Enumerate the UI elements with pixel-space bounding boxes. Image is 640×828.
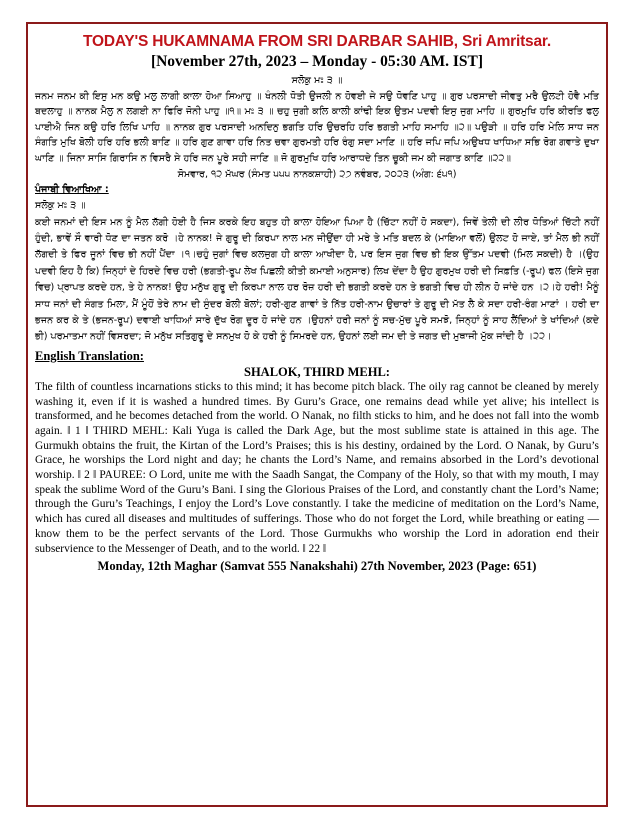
punjabi-translation-text: ਕਈ ਜਨਮਾਂ ਦੀ ਇਸ ਮਨ ਨੂੰ ਮੈਲ ਲੱਗੀ ਹੋਈ ਹੈ ਜਿਸ ਕਰਕੇ ਇਹ ਬਹੁਤ ਹੀ ਕਾਲਾ ਹੋਇਆ ਪਿਆ ਹੈ (ਚਿੱਟਾ ਨਹੀਂ ਹੋ ਸਕਦਾ), ਜਿਵੇਂ ਤੇਲੀ ਦੀ ਲੀਰ ਧੋਤਿਆਂ ਚਿੱਟੀ ਨਹੀਂ ਹੁੰਦੀ, ਭਾਵੇਂ ਸੌ ਵਾਰੀ ਧੋਣ ਦਾ ਜਤਨ ਕਰੋ ।ਹੇ ਨਾਨਕ! ਜੇ ਗੁਰੂ ਦੀ ਕਿਰਪਾ ਨਾਲ ਮਨ ਜੀਉਂਦਾ ਹੀ ਮਰੇ ਤੇ ਮਤਿ ਬਦਲ ਕੇ (ਮਾਇਆ ਵਲੋਂ) ਉਲਟ ਹੋ ਜਾਏ, ਤਾਂ ਮੈਲ ਭੀ ਨਹੀਂ ਲੱਗਦੀ ਤੇ ਫਿਰ ਜੂਨਾਂ ਵਿਚ ਭੀ ਨਹੀਂ ਪੈਂਦਾ ।੧।ਚਹੁੰ ਜੁਗਾਂ ਵਿਚ ਕਲਜੁਗ ਹੀ ਕਾਲਾ ਆਖੀਦਾ ਹੈ, ਪਰ ਇਸ ਜੁਗ ਵਿਚ ਭੀ ਇਕ ਉੱਤਮ ਪਦਵੀ (ਮਿਲ ਸਕਦੀ) ਹੈ ।(ਉਹ ਪਦਵੀ ਇਹ ਹੈ ਕਿ) ਜਿਨ੍ਹਾਂ ਦੇ ਹਿਰਦੇ ਵਿਚ ਹਰੀ (ਭਗਤੀ-ਰੂਪ ਲੇਖ ਪਿਛਲੀ ਕੀਤੀ ਕਮਾਈ ਅਨੁਸਾਰ) ਲਿਖ ਦੇਂਦਾ ਹੈ ਉਹ ਗੁਰਮੁਖ ਹਰੀ ਦੀ ਸਿਫ਼ਤਿ (-ਰੂਪ) ਫਲ (ਇਸੇ ਜੁਗ ਵਿਚ) ਪ੍ਰਾਪਤ ਕਰਦੇ ਹਨ, ਤੇ ਹੇ ਨਾਨਕ! ਉਹ ਮਨੁੱਖ ਗੁਰੂ ਦੀ ਕਿਰਪਾ ਨਾਲ ਹਰ ਰੋਜ਼ ਹਰੀ ਦੀ ਭਗਤੀ ਕਰਦੇ ਹਨ ਤੇ ਭਗਤੀ ਵਿਚ ਹੀ ਲੀਨ ਹੋ ਜਾਂਦੇ ਹਨ ।੨।ਹੇ ਹਰੀ! ਮੈਨੂੰ ਸਾਧ ਜਨਾਂ ਦੀ ਸੰਗਤ ਮਿਲਾ, ਮੈਂ ਮੂੰਹੋਂ ਤੇਰੇ ਨਾਮ ਦੀ ਸੁੰਦਰ ਬੋਲੀ ਬੋਲਾਂ; ਹਰੀ-ਗੁਣ ਗਾਵਾਂ ਤੇ ਨਿੱਤ ਹਰੀ-ਨਾਮ ਉਚਾਰਾਂ ਤੇ ਗੁਰੂ ਦੀ ਮੱਤ ਲੈ ਕੇ ਸਦਾ ਹਰੀ-ਰੰਗ ਮਾਣਾਂ । ਹਰੀ ਦਾ ਭਜਨ ਕਰ ਕੇ ਤੇ (ਭਜਨ-ਰੂਪ) ਦਵਾਈ ਖਾਧਿਆਂ ਸਾਰੇ ਦੁੱਖ ਰੋਗ ਦੂਰ ਹੋ ਜਾਂਦੇ ਹਨ ।ਉਹਨਾਂ ਹਰੀ ਜਨਾਂ ਨੂੰ ਸਚ-ਮੁੱਚ ਪੂਰੇ ਸਮਝੋ, ਜਿਨ੍ਹਾਂ ਨੂੰ ਸਾਹ ਲੈਂਦਿਆਂ ਤੇ ਖਾਂਦਿਆਂ (ਕਦੇ ਭੀ) ਪਰਮਾਤਮਾ ਨਹੀਂ ਵਿਸਰਦਾ; ਜੋ ਮਨੁੱਖ ਸਤਿਗੁਰੂ ਦੇ ਸਨਮੁਖ ਹੋ ਕੇ ਹਰੀ ਨੂੰ ਸਿਮਰਦੇ ਹਨ, ਉਹਨਾਂ ਲਈ ਜਮ ਦੀ ਤੇ ਜਗਤ ਦੀ ਮੁਥਾਜੀ ਮੁੱਕ ਜਾਂਦੀ ਹੈ ।੨੨। <box>35 216 599 343</box>
punjabi-section-label: ਪੰਜਾਬੀ ਵਿਆਖਿਆ : <box>35 184 109 196</box>
english-heading: SHALOK, THIRD MEHL: <box>244 364 390 379</box>
gurbani-date-line: ਸੋਮਵਾਰ, ੧੨ ਮੱਘਰ (ਸੰਮਤ ੫੫੫ ਨਾਨਕਸ਼ਾਹੀ) ੨੭ ਨਵੰਬਰ, ੨੦੨੩ (ਅੰਗ: ੬੫੧) <box>177 168 457 180</box>
hukamnama-page <box>26 22 608 807</box>
footer-date-line: Monday, 12th Maghar (Samvat 555 Nanakshahi) 27th November, 2023 (Page: 651) <box>97 559 537 574</box>
date-time-line: [November 27th, 2023 – Monday - 05:30 AM. IST] <box>150 53 484 70</box>
punjabi-heading: ਸਲੋਕੁ ਮਃ ੩ ॥ <box>35 200 86 212</box>
page-title: TODAY'S HUKAMNAMA FROM SRI DARBAR SAHIB, Sri Amritsar. <box>83 33 551 50</box>
english-translation-text: The filth of countless incarnations sticks to this mind; it has become pitch black. The oily rag cannot be cleaned by merely washing it, even if it is washed a hundred times. By Guru’s Grace, one remains dead while yet alive; his intellect is transformed, and he becomes detached from the world. O Nanak, no filth sticks to him, and he does not fall into the womb again. ‖ 1 ‖ THIRD MEHL: Kali Yuga is called the Dark Age, but the most sublime state is attained in this age. The Gurmukh obtains the fruit, the Kirtan of the Lord’s Praises; this is his destiny, ordained by the Lord. O Nanak, by Guru’s Grace, he worships the Lord night and day; he chants the Lord’s Name, and remains absorbed in the Lord’s devotional worship. ‖ 2 ‖ PAUREE: O Lord, unite me with the Saadh Sangat, the Company of the Holy, so that with my mouth, I may speak the sublime Word of the Guru’s Bani. I sing the Glorious Praises of the Lord, and constantly chant the Lord’s Name; through the Guru’s Teachings, I enjoy the Lord’s Love constantly. I take the medicine of meditation on the Lord’s Name, which has cured all diseases and multitudes of sufferings. Those who do not forget the Lord, while breathing or eating — know them to be the perfect servants of the Lord. Those Gurmukhs who worship the Lord in adoration end their subservience to the Messenger of Death, and to the world. ‖ 22 ‖ <box>35 380 599 555</box>
gurbani-heading: ਸਲੋਕੁ ਮਃ ੩ ॥ <box>291 75 343 86</box>
english-section-label: English Translation: <box>35 348 144 363</box>
gurbani-text: ਜਨਮ ਜਨਮ ਕੀ ਇਸੁ ਮਨ ਕਉ ਮਲੁ ਲਾਗੀ ਕਾਲਾ ਹੋਆ ਸਿਆਹੁ ॥ ਖੰਨਲੀ ਧੋਤੀ ਉਜਲੀ ਨ ਹੋਵਈ ਜੇ ਸਉ ਧੋਵਣਿ ਪਾਹੁ ॥ ਗੁਰ ਪਰਸਾਦੀ ਜੀਵਤੁ ਮਰੈ ਉਲਟੀ ਹੋਵੈ ਮਤਿ ਬਦਲਾਹੁ ॥ ਨਾਨਕ ਮੈਲੁ ਨ ਲਗਈ ਨਾ ਫਿਰਿ ਜੋਨੀ ਪਾਹੁ ॥੧॥ ਮਃ ੩ ॥ ਚਹੁ ਜੁਗੀ ਕਲਿ ਕਾਲੀ ਕਾਂਢੀ ਇਕ ਉਤਮ ਪਦਵੀ ਇਸੁ ਜੁਗ ਮਾਹਿ ॥ ਗੁਰਮੁਖਿ ਹਰਿ ਕੀਰਤਿ ਫਲੁ ਪਾਈਐ ਜਿਨ ਕਉ ਹਰਿ ਲਿਖਿ ਪਾਹਿ ॥ ਨਾਨਕ ਗੁਰ ਪਰਸਾਦੀ ਅਨਦਿਨੁ ਭਗਤਿ ਹਰਿ ਉਚਰਹਿ ਹਰਿ ਭਗਤੀ ਮਾਹਿ ਸਮਾਹਿ ॥੨॥ ਪਉੜੀ ॥ ਹਰਿ ਹਰਿ ਮੇਲਿ ਸਾਧ ਜਨ ਸੰਗਤਿ ਮੁਖਿ ਬੋਲੀ ਹਰਿ ਹਰਿ ਭਲੀ ਬਾਣਿ ॥ ਹਰਿ ਗੁਣ ਗਾਵਾ ਹਰਿ ਨਿਤ ਚਵਾ ਗੁਰਮਤੀ ਹਰਿ ਰੰਗੁ ਸਦਾ ਮਾਣਿ ॥ ਹਰਿ ਜਪਿ ਜਪਿ ਅਉਖਧ ਖਾਧਿਆ ਸਭਿ ਰੋਗ ਗਵਾਤੇ ਦੁਖਾ ਘਾਣਿ ॥ ਜਿਨਾ ਸਾਸਿ ਗਿਰਾਸਿ ਨ ਵਿਸਰੈ ਸੇ ਹਰਿ ਜਨ ਪੂਰੇ ਸਹੀ ਜਾਣਿ ॥ ਜੋ ਗੁਰਮੁਖਿ ਹਰਿ ਆਰਾਧਦੇ ਤਿਨ ਚੂਕੀ ਜਮ ਕੀ ਜਗਾਤ ਕਾਣਿ ॥੨੨॥ <box>35 90 599 164</box>
